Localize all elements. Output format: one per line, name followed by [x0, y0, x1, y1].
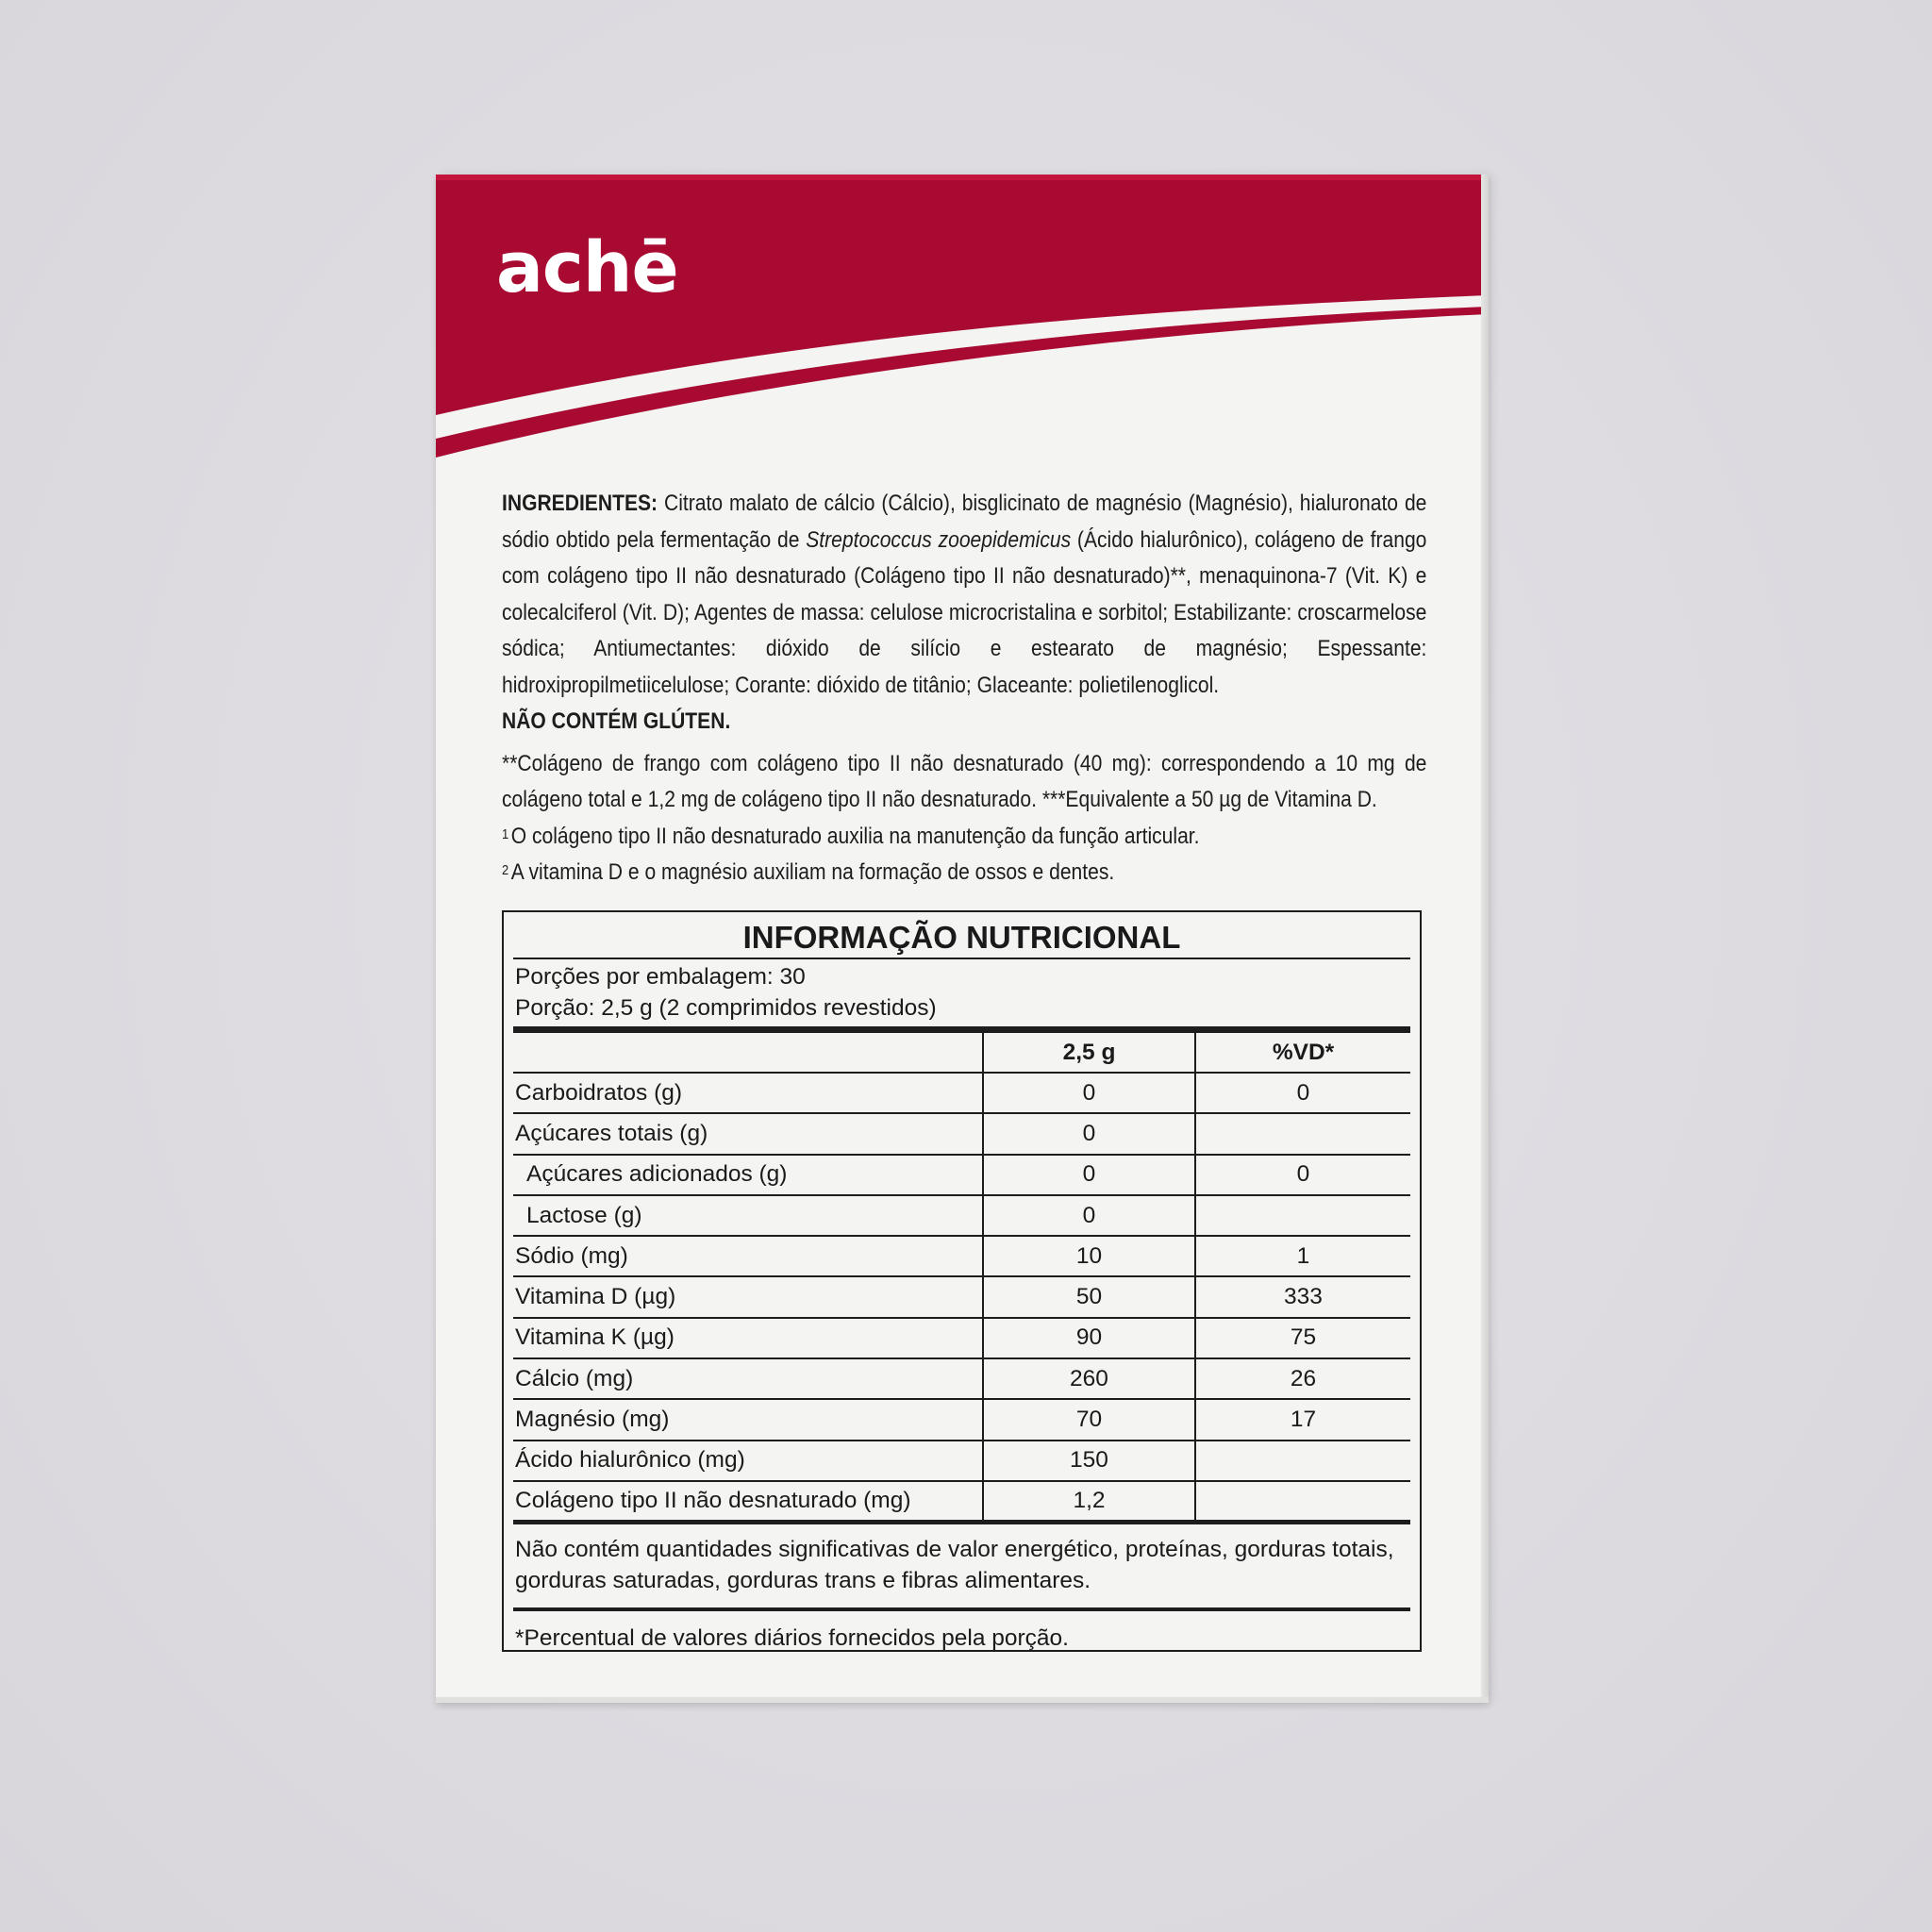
header-vd: %VD* [1195, 1033, 1410, 1073]
collagen-note: **Colágeno de frango com colágeno tipo II não desnaturado (40 mg): correspondendo a 10 mg de colágeno total e 1,2 mg de colágeno tipo II não desnaturado. ***Equivalente a 50 µg de Vitamina D. [502, 750, 1427, 812]
table-row [513, 1195, 1410, 1236]
footnote-2-marker: 2 [502, 862, 509, 878]
nutrient-vd: 333 [1195, 1276, 1410, 1317]
nutrition-title: INFORMAÇÃO NUTRICIONAL [513, 912, 1410, 959]
vd-note: *Percentual de valores diários fornecidos pela porção. [515, 1624, 1069, 1651]
footnote-1 [502, 819, 1426, 856]
table-row [513, 1358, 1410, 1399]
nutrient-name: Vitamina K (µg) [513, 1318, 983, 1358]
nutrient-vd [1195, 1481, 1410, 1522]
nutrition-facts-panel [502, 910, 1422, 1652]
nutrient-value: 70 [983, 1399, 1195, 1440]
nutrient-vd: 0 [1195, 1155, 1410, 1195]
nutrient-name: Magnésio (mg) [513, 1399, 983, 1440]
nutrition-header-row [513, 1033, 1410, 1073]
nutrient-vd: 1 [1195, 1236, 1410, 1276]
portion-info [513, 959, 1410, 1033]
footnote-2 [502, 855, 1426, 891]
table-row [513, 1318, 1410, 1358]
nutrient-name: Lactose (g) [513, 1195, 983, 1236]
nutrient-vd [1195, 1195, 1410, 1236]
table-row [513, 1399, 1410, 1440]
header-nutrient [513, 1033, 983, 1073]
ingredients-section [502, 486, 1426, 891]
table-row [513, 1481, 1410, 1522]
box-top-edge [436, 175, 1489, 180]
nutrient-value: 0 [983, 1113, 1195, 1154]
nutrient-vd [1195, 1113, 1410, 1154]
nutrient-value: 50 [983, 1276, 1195, 1317]
nutrition-footer: Não contém quantidades significativas de valor energético, proteínas, gorduras totais, gorduras saturadas, gorduras trans e fibras alimentares. [513, 1524, 1410, 1611]
nutrient-name: Carboidratos (g) [513, 1073, 983, 1113]
nutrient-name: Açúcares totais (g) [513, 1113, 983, 1154]
footnote-1-marker: 1 [502, 825, 509, 842]
nutrient-value: 90 [983, 1318, 1195, 1358]
nutrient-value: 10 [983, 1236, 1195, 1276]
nutrient-value: 0 [983, 1073, 1195, 1113]
servings-per-package: Porções por embalagem: 30 [515, 964, 806, 990]
nutrition-table [513, 1033, 1410, 1524]
nutrient-value: 150 [983, 1441, 1195, 1481]
header-banner [436, 175, 1489, 486]
table-row [513, 1236, 1410, 1276]
table-row [513, 1073, 1410, 1113]
nutrient-vd: 26 [1195, 1358, 1410, 1399]
nutrient-name: Açúcares adicionados (g) [513, 1155, 983, 1195]
nutrient-name: Colágeno tipo II não desnaturado (mg) [513, 1481, 983, 1522]
nutrient-name: Sódio (mg) [513, 1236, 983, 1276]
footnote-1-text: O colágeno tipo II não desnaturado auxilia na manutenção da função articular. [510, 823, 1200, 849]
nutrient-value: 0 [983, 1155, 1195, 1195]
header-value: 2,5 g [983, 1033, 1195, 1073]
ingredients-part2: (Ácido hialurônico), colágeno de frango com colágeno tipo II não desnaturado (Colágeno tipo II não desnaturado)**, menaquinona-7 (Vit. K) e colecalciferol (Vit. D); Agentes de massa: celulose microcristalina e sorbitol; Estabilizante: croscarmelose sódica; Antiumectantes: dióxido de silício e estearato de magnésio; Espessante: hidroxipropilmetiicelulose; Corante: dióxido de titânio; Glaceante: polietilenoglicol. [502, 526, 1427, 698]
gluten-free-notice: NÃO CONTÉM GLÚTEN. [502, 708, 731, 734]
nutrient-name: Ácido hialurônico (mg) [513, 1441, 983, 1481]
nutrient-name: Vitamina D (µg) [513, 1276, 983, 1317]
ingredients-text [502, 486, 1426, 741]
table-row [513, 1113, 1410, 1154]
product-box [436, 175, 1489, 1703]
box-bottom-edge [436, 1697, 1489, 1703]
nutrition-rows [513, 1073, 1410, 1522]
footnote-2-text: A vitamina D e o magnésio auxiliam na formação de ossos e dentes. [510, 859, 1115, 885]
table-row [513, 1441, 1410, 1481]
portion-size: Porção: 2,5 g (2 comprimidos revestidos) [515, 995, 937, 1021]
table-row [513, 1155, 1410, 1195]
table-row [513, 1276, 1410, 1317]
ache-logo: achē [496, 227, 678, 308]
nutrient-vd: 0 [1195, 1073, 1410, 1113]
nutrient-value: 260 [983, 1358, 1195, 1399]
nutrient-vd [1195, 1441, 1410, 1481]
nutrient-value: 1,2 [983, 1481, 1195, 1522]
box-side-edge [1481, 175, 1489, 1703]
nutrient-vd: 75 [1195, 1318, 1410, 1358]
nutrient-value: 0 [983, 1195, 1195, 1236]
footnotes [502, 746, 1426, 891]
ingredients-species: Streptococcus zooepidemicus [806, 526, 1072, 553]
ingredients-part1: Citrato malato de cálcio (Cálcio), bisglicinato de magnésio (Magnésio), hialuronato de sódio obtido pela fermentação de [502, 491, 1427, 553]
nutrient-name: Cálcio (mg) [513, 1358, 983, 1399]
nutrient-vd: 17 [1195, 1399, 1410, 1440]
ingredients-label: INGREDIENTES: [502, 491, 658, 516]
